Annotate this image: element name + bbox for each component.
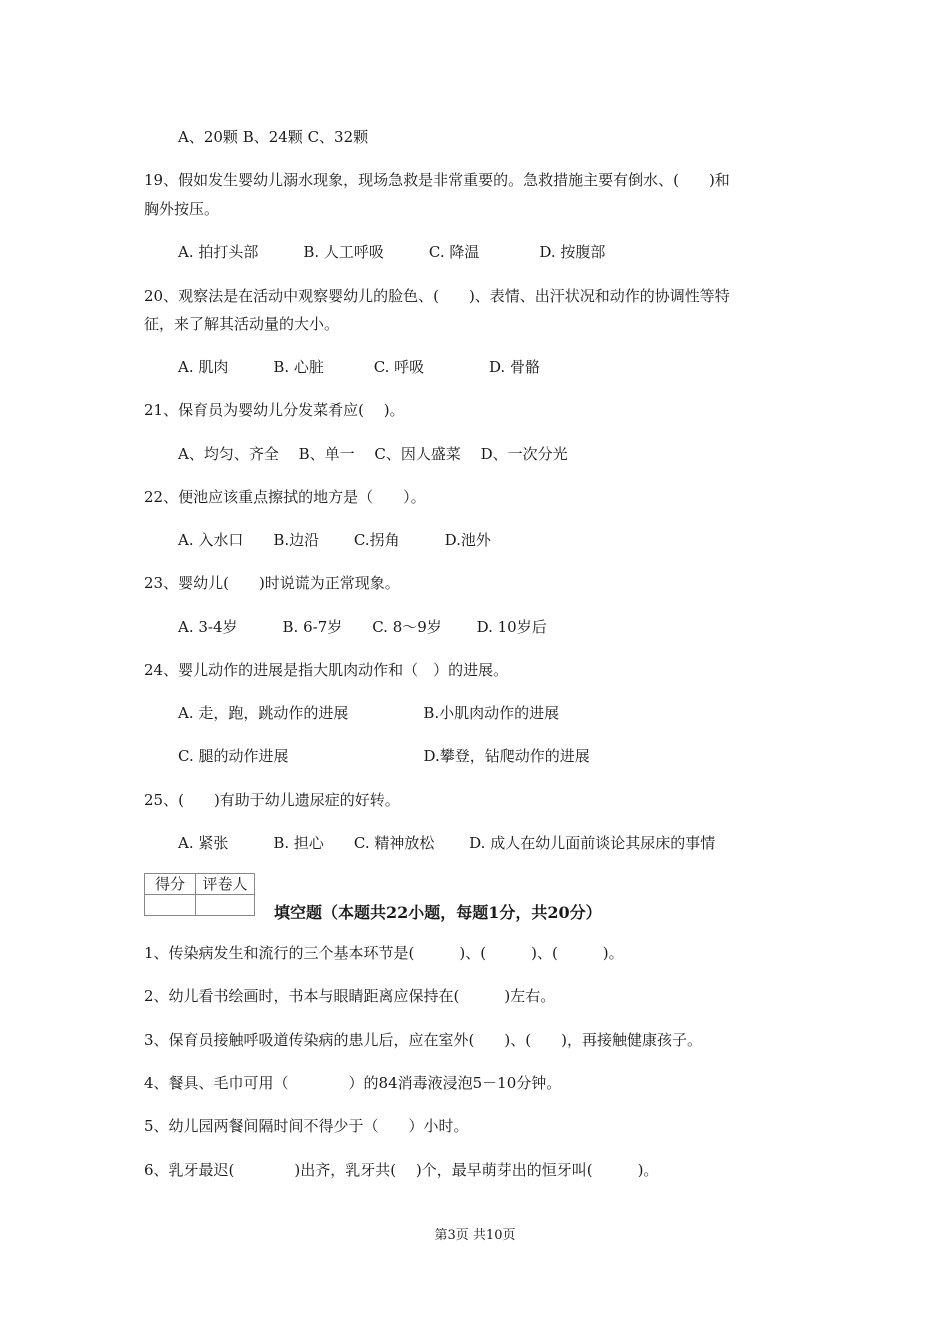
q25-options: A. 紧张 B. 担心 C. 精神放松 D. 成人在幼儿面前谈论其尿床的事情 (178, 834, 716, 852)
q20-text-line2: 征，来了解其活动量的大小。 (144, 315, 340, 333)
score-label: 得分 (145, 874, 196, 895)
q19-text-line2: 胸外按压。 (144, 200, 220, 218)
q22-text: 22、便池应该重点擦拭的地方是（ ）。 (144, 488, 426, 506)
score-cell (145, 895, 196, 916)
q23-options: A. 3-4岁 B. 6-7岁 C. 8～9岁 D. 10岁后 (178, 618, 547, 636)
q20-text-line1: 20、观察法是在活动中观察婴幼儿的脸色、( )、表情、出汗状况和动作的协调性等特 (144, 287, 730, 305)
q19-text-line1: 19、假如发生婴幼儿溺水现象，现场急救是非常重要的。急救措施主要有倒水、( )和 (144, 171, 730, 189)
q24-options-line1: A. 走，跑，跳动作的进展 B.小肌肉动作的进展 (178, 704, 560, 722)
grader-cell (196, 895, 255, 916)
q22-options: A. 入水口 B.边沿 C.拐角 D.池外 (178, 531, 491, 549)
q19-options: A. 拍打头部 B. 人工呼吸 C. 降温 D. 按腹部 (178, 243, 606, 261)
fill-q6: 6、乳牙最迟( )出齐，乳牙共( )个，最早萌芽出的恒牙叫( )。 (144, 1161, 659, 1179)
q24-options-line2: C. 腿的动作进展 D.攀登，钻爬动作的进展 (178, 747, 590, 765)
fill-q2: 2、幼儿看书绘画时，书本与眼睛距离应保持在( )左右。 (144, 987, 556, 1005)
score-box (144, 873, 255, 916)
page-footer: 第3页 共10页 (434, 1228, 516, 1243)
grader-label: 评卷人 (196, 874, 255, 895)
q21-options: A、均匀、齐全 B、单一 C、因人盛菜 D、一次分光 (178, 445, 568, 463)
q20-options: A. 肌肉 B. 心脏 C. 呼吸 D. 骨骼 (178, 358, 540, 376)
q24-text: 24、婴儿动作的进展是指大肌肉动作和（ ）的进展。 (144, 661, 509, 679)
q23-text: 23、婴幼儿( )时说谎为正常现象。 (144, 574, 400, 592)
section-title: 填空题（本题共22小题，每题1分，共20分） (274, 903, 602, 922)
fill-q3: 3、保育员接触呼吸道传染病的患儿后，应在室外( )、( )，再接触健康孩子。 (144, 1031, 702, 1049)
q18-options: A、20颗 B、24颗 C、32颗 (178, 128, 369, 146)
fill-q1: 1、传染病发生和流行的三个基本环节是( )、( )、( )。 (144, 944, 624, 962)
fill-q5: 5、幼儿园两餐间隔时间不得少于（ ）小时。 (144, 1117, 469, 1135)
fill-q4: 4、餐具、毛巾可用（ ）的84消毒液浸泡5－10分钟。 (144, 1074, 562, 1092)
q25-text: 25、( )有助于幼儿遗尿症的好转。 (144, 791, 400, 809)
q21-text: 21、保育员为婴幼儿分发菜肴应( )。 (144, 401, 405, 419)
